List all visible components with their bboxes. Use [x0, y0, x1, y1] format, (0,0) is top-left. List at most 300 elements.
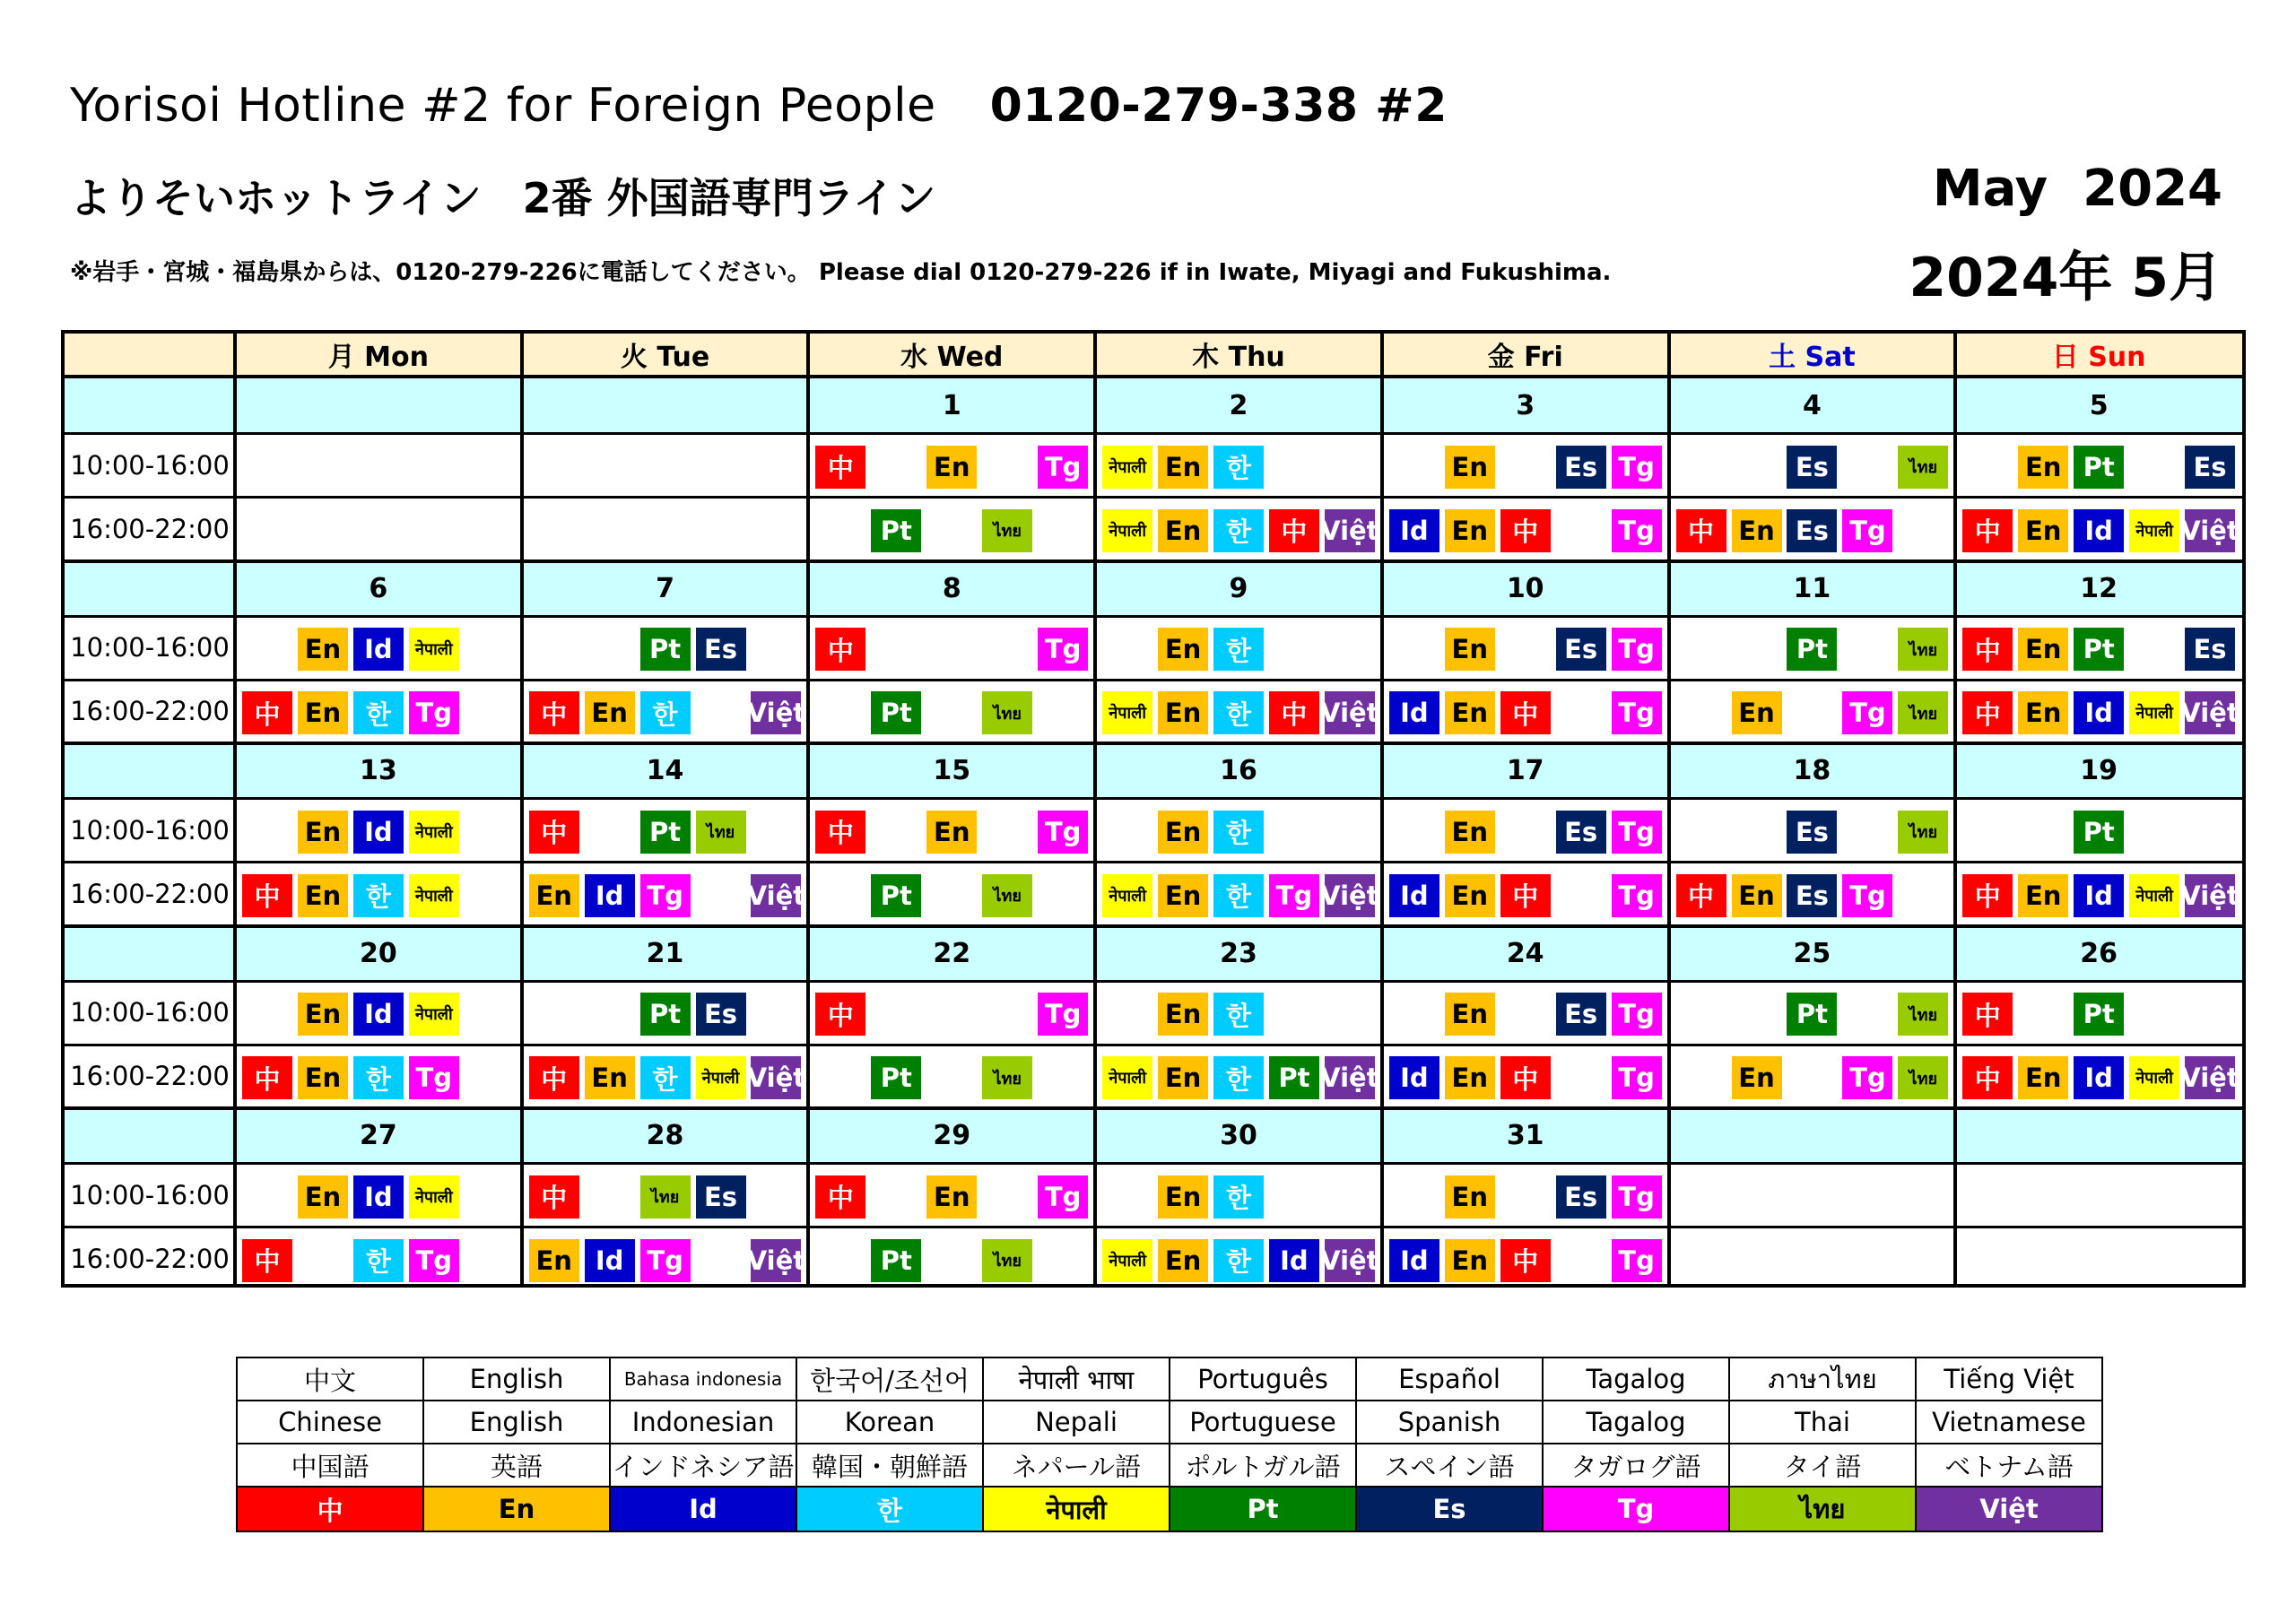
- language-badge-ko: 한: [1213, 691, 1264, 734]
- language-badge-en: En: [1445, 691, 1495, 734]
- language-badge-en: En: [1158, 811, 1208, 854]
- language-badge-tg: Tg: [1038, 446, 1088, 489]
- language-badge-tg: Tg: [1842, 691, 1892, 734]
- date-number: 10: [1506, 572, 1544, 604]
- date-number: 11: [1793, 572, 1831, 604]
- language-badge-tg: Tg: [1612, 993, 1662, 1036]
- legend-cell-zh: Chinese: [237, 1401, 423, 1444]
- language-badge-ne: नेपाली: [1102, 446, 1152, 489]
- date-number: 7: [656, 572, 674, 604]
- language-badge-en: En: [1445, 628, 1495, 671]
- language-badge-id: Id: [585, 1239, 635, 1282]
- legend-cell-id: インドネシア語: [610, 1444, 796, 1487]
- legend-cell-th: タイ語: [1729, 1444, 1916, 1487]
- language-badge-en: En: [1158, 509, 1208, 552]
- language-badge-tg: Tg: [1612, 628, 1662, 671]
- language-badge-zh: 中: [242, 1056, 292, 1099]
- grid-line: [65, 1162, 2242, 1165]
- language-badge-zh: 中: [529, 1175, 579, 1219]
- language-badge-zh: 中: [1500, 509, 1551, 552]
- date-number: 28: [646, 1120, 684, 1151]
- legend-row-japanese: [237, 1444, 2102, 1487]
- language-badge-es: Es: [2185, 628, 2235, 671]
- language-badge-tg: Tg: [1612, 1239, 1662, 1282]
- language-badge-vi: Việt: [751, 874, 801, 917]
- legend-cell-pt: Portuguese: [1170, 1401, 1356, 1444]
- language-badge-ko: 한: [353, 874, 404, 917]
- language-badge-pt: Pt: [1787, 628, 1837, 671]
- legend-cell-pt: Pt: [1170, 1487, 1356, 1531]
- legend-cell-vi: ベトナム語: [1916, 1444, 2102, 1487]
- language-badge-es: Es: [1556, 446, 1606, 489]
- grid-line: [65, 496, 2242, 499]
- legend-cell-tg: Tagalog: [1543, 1357, 1729, 1401]
- grid-line: [1380, 334, 1384, 1284]
- language-badge-zh: 中: [815, 446, 865, 489]
- language-badge-en: En: [529, 1239, 579, 1282]
- language-badge-vi: Việt: [1325, 509, 1375, 552]
- language-badge-en: En: [2018, 628, 2068, 671]
- language-badge-ne: नेपाली: [409, 993, 459, 1036]
- grid-line: [65, 924, 2242, 928]
- language-badge-vi: Việt: [2185, 874, 2235, 917]
- language-badge-zh: 中: [815, 993, 865, 1036]
- date-number: 24: [1506, 937, 1544, 969]
- language-badge-en: En: [1445, 509, 1495, 552]
- legend-cell-es: Es: [1356, 1487, 1543, 1531]
- language-badge-ne: नेपाली: [2129, 1056, 2179, 1099]
- date-number: 27: [359, 1120, 397, 1151]
- language-badge-id: Id: [2074, 1056, 2124, 1099]
- language-badge-ne: नेपाली: [1102, 691, 1152, 734]
- language-badge-ko: 한: [1213, 811, 1264, 854]
- language-badge-ne: नेपाली: [409, 628, 459, 671]
- date-number: 9: [1229, 572, 1248, 604]
- language-badge-es: Es: [1787, 509, 1837, 552]
- legend-cell-tg: Tagalog: [1543, 1401, 1729, 1444]
- day-header-4: 金 Fri: [1382, 334, 1669, 378]
- language-badge-ko: 한: [1213, 628, 1264, 671]
- time-slot-label: 16:00-22:00: [70, 1243, 230, 1274]
- language-badge-en: En: [1158, 446, 1208, 489]
- schedule-calendar: [61, 330, 2246, 1288]
- language-badge-en: En: [2018, 446, 2068, 489]
- date-number: 21: [646, 937, 684, 969]
- date-number: 18: [1793, 755, 1831, 786]
- language-badge-zh: 中: [242, 874, 292, 917]
- language-badge-pt: Pt: [871, 1056, 921, 1099]
- language-badge-en: En: [926, 1175, 977, 1219]
- language-badge-en: En: [1445, 1175, 1495, 1219]
- grid-line: [806, 334, 810, 1284]
- language-badge-ne: नेपाली: [2129, 691, 2179, 734]
- language-badge-es: Es: [696, 993, 746, 1036]
- language-badge-tg: Tg: [1612, 1175, 1662, 1219]
- time-slot-label: 10:00-16:00: [70, 997, 230, 1028]
- language-badge-zh: 中: [1962, 509, 2013, 552]
- language-badge-zh: 中: [1269, 509, 1319, 552]
- language-badge-ko: 한: [1213, 993, 1264, 1036]
- language-badge-en: En: [1158, 628, 1208, 671]
- language-badge-en: En: [2018, 509, 2068, 552]
- language-badge-id: Id: [1389, 1239, 1439, 1282]
- language-badge-ko: 한: [640, 1056, 691, 1099]
- date-number: 2: [1229, 390, 1248, 421]
- language-badge-zh: 中: [1500, 1239, 1551, 1282]
- date-number: 25: [1793, 937, 1831, 969]
- language-badge-id: Id: [1389, 874, 1439, 917]
- date-number: 3: [1516, 390, 1535, 421]
- legend-cell-th: ไทย: [1729, 1487, 1916, 1531]
- language-badge-en: En: [1445, 1056, 1495, 1099]
- date-number: 19: [2080, 755, 2118, 786]
- language-badge-pt: Pt: [871, 691, 921, 734]
- language-badge-th: ไทย: [982, 509, 1032, 552]
- legend-cell-en: English: [423, 1357, 610, 1401]
- language-badge-th: ไทย: [1898, 811, 1948, 854]
- language-badge-th: ไทย: [982, 1239, 1032, 1282]
- language-badge-tg: Tg: [1842, 1056, 1892, 1099]
- language-badge-tg: Tg: [1269, 874, 1319, 917]
- language-badge-es: Es: [696, 628, 746, 671]
- language-badge-en: En: [1445, 874, 1495, 917]
- legend-cell-ne: नेपाली: [983, 1487, 1170, 1531]
- language-badge-zh: 中: [529, 811, 579, 854]
- language-badge-tg: Tg: [409, 691, 459, 734]
- language-badge-en: En: [298, 811, 348, 854]
- legend-cell-ko: 한: [796, 1487, 983, 1531]
- grid-line: [65, 679, 2242, 681]
- language-badge-ko: 한: [1213, 1175, 1264, 1219]
- date-number: 12: [2080, 572, 2118, 604]
- language-badge-ko: 한: [1213, 446, 1264, 489]
- language-badge-en: En: [926, 446, 977, 489]
- language-badge-tg: Tg: [640, 1239, 691, 1282]
- legend-cell-ne: Nepali: [983, 1401, 1170, 1444]
- month-english: May 2024: [1932, 160, 2222, 218]
- language-badge-ko: 한: [353, 1239, 404, 1282]
- language-badge-th: ไทย: [982, 1056, 1032, 1099]
- language-badge-pt: Pt: [640, 993, 691, 1036]
- language-badge-zh: 中: [1500, 691, 1551, 734]
- legend-cell-vi: Việt: [1916, 1487, 2102, 1531]
- language-badge-en: En: [2018, 691, 2068, 734]
- language-badge-en: En: [585, 1056, 635, 1099]
- day-header-2: 水 Wed: [808, 334, 1095, 378]
- legend-cell-en: English: [423, 1401, 610, 1444]
- language-badge-id: Id: [585, 874, 635, 917]
- grid-line: [65, 1044, 2242, 1046]
- language-badge-vi: Việt: [2185, 509, 2235, 552]
- legend-cell-en: 英語: [423, 1444, 610, 1487]
- language-badge-en: En: [298, 1175, 348, 1219]
- language-badge-en: En: [1732, 691, 1782, 734]
- language-badge-en: En: [298, 874, 348, 917]
- language-badge-zh: 中: [242, 1239, 292, 1282]
- time-slot-label: 10:00-16:00: [70, 449, 230, 481]
- date-number: 17: [1506, 755, 1544, 786]
- language-badge-th: ไทย: [1898, 691, 1948, 734]
- language-badge-vi: Việt: [1325, 1056, 1375, 1099]
- grid-line: [65, 742, 2242, 745]
- date-number: 23: [1220, 937, 1257, 969]
- language-badge-en: En: [529, 874, 579, 917]
- language-badge-tg: Tg: [1612, 811, 1662, 854]
- legend-cell-vi: Tiếng Việt: [1916, 1357, 2102, 1401]
- language-badge-en: En: [585, 691, 635, 734]
- language-badge-pt: Pt: [871, 509, 921, 552]
- language-badge-ne: नेपाली: [2129, 509, 2179, 552]
- language-badge-id: Id: [1389, 1056, 1439, 1099]
- time-slot-label: 16:00-22:00: [70, 1061, 230, 1092]
- language-badge-zh: 中: [1962, 1056, 2013, 1099]
- grid-line: [65, 615, 2242, 618]
- language-badge-ko: 한: [353, 1056, 404, 1099]
- legend-cell-id: Id: [610, 1487, 796, 1531]
- legend-cell-ko: 한국어/조선어: [796, 1357, 983, 1401]
- date-number: 1: [942, 390, 961, 421]
- legend-cell-th: Thai: [1729, 1401, 1916, 1444]
- language-badge-tg: Tg: [1612, 1056, 1662, 1099]
- date-number: 29: [933, 1120, 971, 1151]
- language-badge-zh: 中: [529, 691, 579, 734]
- language-badge-ne: नेपाली: [409, 874, 459, 917]
- language-badge-th: ไทย: [1898, 446, 1948, 489]
- legend-cell-zh: 中文: [237, 1357, 423, 1401]
- language-badge-es: Es: [1556, 1175, 1606, 1219]
- language-badge-en: En: [1158, 993, 1208, 1036]
- language-badge-vi: Việt: [1325, 1239, 1375, 1282]
- language-badge-en: En: [1158, 874, 1208, 917]
- time-slot-label: 10:00-16:00: [70, 814, 230, 846]
- language-badge-ne: नेपाली: [409, 1175, 459, 1219]
- time-slot-label: 10:00-16:00: [70, 1179, 230, 1210]
- language-badge-zh: 中: [815, 1175, 865, 1219]
- language-badge-pt: Pt: [1787, 993, 1837, 1036]
- title-english: Yorisoi Hotline #2 for Foreign People: [70, 79, 936, 133]
- day-header-0: 月 Mon: [235, 334, 522, 378]
- language-badge-zh: 中: [1962, 628, 2013, 671]
- time-slot-label: 16:00-22:00: [70, 696, 230, 727]
- language-badge-th: ไทย: [640, 1175, 691, 1219]
- language-badge-en: En: [1445, 993, 1495, 1036]
- language-badge-en: En: [1445, 1239, 1495, 1282]
- language-badge-id: Id: [1389, 691, 1439, 734]
- date-number: 13: [359, 755, 397, 786]
- language-badge-th: ไทย: [1898, 628, 1948, 671]
- legend-cell-es: スペイン語: [1356, 1444, 1543, 1487]
- legend-cell-tg: Tg: [1543, 1487, 1729, 1531]
- header-corner-cell: [65, 334, 235, 378]
- language-badge-ko: 한: [640, 691, 691, 734]
- language-badge-pt: Pt: [2074, 811, 2124, 854]
- language-badge-es: Es: [696, 1175, 746, 1219]
- date-number: 4: [1802, 390, 1822, 421]
- language-badge-zh: 中: [242, 691, 292, 734]
- language-badge-id: Id: [353, 993, 404, 1036]
- language-badge-en: En: [1445, 446, 1495, 489]
- language-badge-vi: Việt: [751, 691, 801, 734]
- language-badge-ko: 한: [1213, 1239, 1264, 1282]
- language-badge-th: ไทย: [696, 811, 746, 854]
- date-number: 6: [369, 572, 388, 604]
- language-badge-vi: Việt: [2185, 691, 2235, 734]
- language-badge-id: Id: [353, 1175, 404, 1219]
- language-badge-vi: Việt: [751, 1239, 801, 1282]
- grid-line: [65, 1106, 2242, 1110]
- language-badge-tg: Tg: [1612, 691, 1662, 734]
- language-badge-pt: Pt: [1269, 1056, 1319, 1099]
- language-badge-es: Es: [2185, 446, 2235, 489]
- language-badge-ne: नेपाली: [1102, 1056, 1152, 1099]
- legend-row-native: [237, 1357, 2102, 1401]
- language-badge-pt: Pt: [871, 874, 921, 917]
- language-badge-tg: Tg: [1038, 628, 1088, 671]
- language-badge-pt: Pt: [871, 1239, 921, 1282]
- grid-line: [65, 797, 2242, 800]
- language-badge-ne: नेपाली: [2129, 874, 2179, 917]
- language-badge-zh: 中: [1500, 1056, 1551, 1099]
- language-badge-en: En: [298, 993, 348, 1036]
- grid-line: [65, 861, 2242, 863]
- language-badge-es: Es: [1556, 993, 1606, 1036]
- language-badge-tg: Tg: [1038, 1175, 1088, 1219]
- grid-line: [233, 334, 237, 1284]
- language-badge-zh: 中: [1962, 993, 2013, 1036]
- language-badge-tg: Tg: [1842, 874, 1892, 917]
- language-badge-tg: Tg: [1038, 993, 1088, 1036]
- language-badge-ne: नेपाली: [1102, 874, 1152, 917]
- legend-cell-vi: Vietnamese: [1916, 1401, 2102, 1444]
- date-number: 31: [1506, 1120, 1544, 1151]
- language-badge-es: Es: [1787, 446, 1837, 489]
- language-badge-vi: Việt: [1325, 874, 1375, 917]
- grid-line: [1953, 334, 1957, 1284]
- language-badge-ko: 한: [353, 691, 404, 734]
- legend-row-english: [237, 1401, 2102, 1444]
- day-header-3: 木 Thu: [1095, 334, 1382, 378]
- region-note: ※岩手・宮城・福島県からは、0120-279-226に電話してください。 Please dial 0120-279-226 if in Iwate, Miyagi and Fukushima.: [70, 259, 1612, 286]
- language-badge-zh: 中: [1962, 691, 2013, 734]
- legend-cell-ne: ネパール語: [983, 1444, 1170, 1487]
- language-badge-ne: नेपाली: [409, 811, 459, 854]
- date-number: 16: [1220, 755, 1257, 786]
- language-badge-en: En: [298, 691, 348, 734]
- language-badge-en: En: [1445, 811, 1495, 854]
- language-badge-th: ไทย: [982, 691, 1032, 734]
- language-badge-vi: Việt: [751, 1056, 801, 1099]
- language-badge-en: En: [1732, 874, 1782, 917]
- date-number: 26: [2080, 937, 2118, 969]
- language-badge-tg: Tg: [409, 1056, 459, 1099]
- date-number: 20: [359, 937, 397, 969]
- language-badge-en: En: [298, 628, 348, 671]
- language-badge-id: Id: [2074, 509, 2124, 552]
- language-badge-th: ไทย: [982, 874, 1032, 917]
- language-badge-pt: Pt: [2074, 993, 2124, 1036]
- legend-cell-en: En: [423, 1487, 610, 1531]
- date-number: 14: [646, 755, 684, 786]
- legend-cell-ko: 韓国・朝鮮語: [796, 1444, 983, 1487]
- language-badge-pt: Pt: [640, 628, 691, 671]
- legend-cell-id: Bahasa indonesia: [610, 1357, 796, 1401]
- language-badge-ko: 한: [1213, 1056, 1264, 1099]
- language-badge-pt: Pt: [640, 811, 691, 854]
- language-badge-en: En: [1732, 509, 1782, 552]
- language-badge-tg: Tg: [1612, 446, 1662, 489]
- language-badge-tg: Tg: [1612, 509, 1662, 552]
- grid-line: [1093, 334, 1097, 1284]
- date-number: 5: [2089, 390, 2109, 421]
- grid-line: [65, 980, 2242, 983]
- legend-cell-th: ภาษาไทย: [1729, 1357, 1916, 1401]
- legend-cell-ne: नेपाली भाषा: [983, 1357, 1170, 1401]
- language-badge-th: ไทย: [1898, 1056, 1948, 1099]
- grid-line: [1667, 334, 1671, 1284]
- legend-cell-zh: 中国語: [237, 1444, 423, 1487]
- date-number: 8: [942, 572, 961, 604]
- legend-cell-zh: 中: [237, 1487, 423, 1531]
- language-badge-en: En: [1158, 1056, 1208, 1099]
- page-title: [70, 79, 1448, 133]
- language-badge-ko: 한: [1213, 874, 1264, 917]
- language-badge-id: Id: [353, 628, 404, 671]
- language-badge-id: Id: [2074, 691, 2124, 734]
- language-badge-zh: 中: [1676, 509, 1726, 552]
- page-title-japanese: よりそいホットライン 2番 外国語専門ライン: [70, 174, 936, 222]
- language-badge-ko: 한: [1213, 509, 1264, 552]
- language-badge-ne: नेपाली: [1102, 509, 1152, 552]
- legend-cell-ko: Korean: [796, 1401, 983, 1444]
- language-badge-vi: Việt: [2185, 1056, 2235, 1099]
- language-badge-en: En: [298, 1056, 348, 1099]
- language-badge-en: En: [1732, 1056, 1782, 1099]
- language-badge-id: Id: [1269, 1239, 1319, 1282]
- language-badge-id: Id: [2074, 874, 2124, 917]
- language-badge-tg: Tg: [640, 874, 691, 917]
- language-badge-en: En: [2018, 874, 2068, 917]
- date-number: 30: [1220, 1120, 1257, 1151]
- language-badge-ne: नेपाली: [696, 1056, 746, 1099]
- language-legend: [236, 1357, 2103, 1532]
- language-badge-zh: 中: [1962, 874, 2013, 917]
- language-badge-id: Id: [353, 811, 404, 854]
- month-japanese: 2024年 5月: [1909, 247, 2222, 309]
- language-badge-tg: Tg: [1612, 874, 1662, 917]
- date-number: 15: [933, 755, 971, 786]
- time-slot-label: 10:00-16:00: [70, 632, 230, 664]
- grid-line: [520, 334, 524, 1284]
- language-badge-pt: Pt: [2074, 446, 2124, 489]
- hotline-phone-number: 0120-279-338 #2: [989, 79, 1448, 133]
- language-badge-zh: 中: [1676, 874, 1726, 917]
- day-header-1: 火 Tue: [522, 334, 809, 378]
- grid-line: [65, 1226, 2242, 1228]
- language-badge-en: En: [1158, 1175, 1208, 1219]
- language-badge-id: Id: [1389, 509, 1439, 552]
- date-number: 22: [933, 937, 971, 969]
- legend-cell-es: Spanish: [1356, 1401, 1543, 1444]
- language-badge-pt: Pt: [2074, 628, 2124, 671]
- language-badge-ne: नेपाली: [1102, 1239, 1152, 1282]
- legend-cell-pt: ポルトガル語: [1170, 1444, 1356, 1487]
- language-badge-tg: Tg: [1842, 509, 1892, 552]
- language-badge-zh: 中: [1500, 874, 1551, 917]
- language-badge-es: Es: [1787, 811, 1837, 854]
- legend-row-abbr: [237, 1487, 2102, 1531]
- legend-cell-es: Español: [1356, 1357, 1543, 1401]
- language-badge-en: En: [926, 811, 977, 854]
